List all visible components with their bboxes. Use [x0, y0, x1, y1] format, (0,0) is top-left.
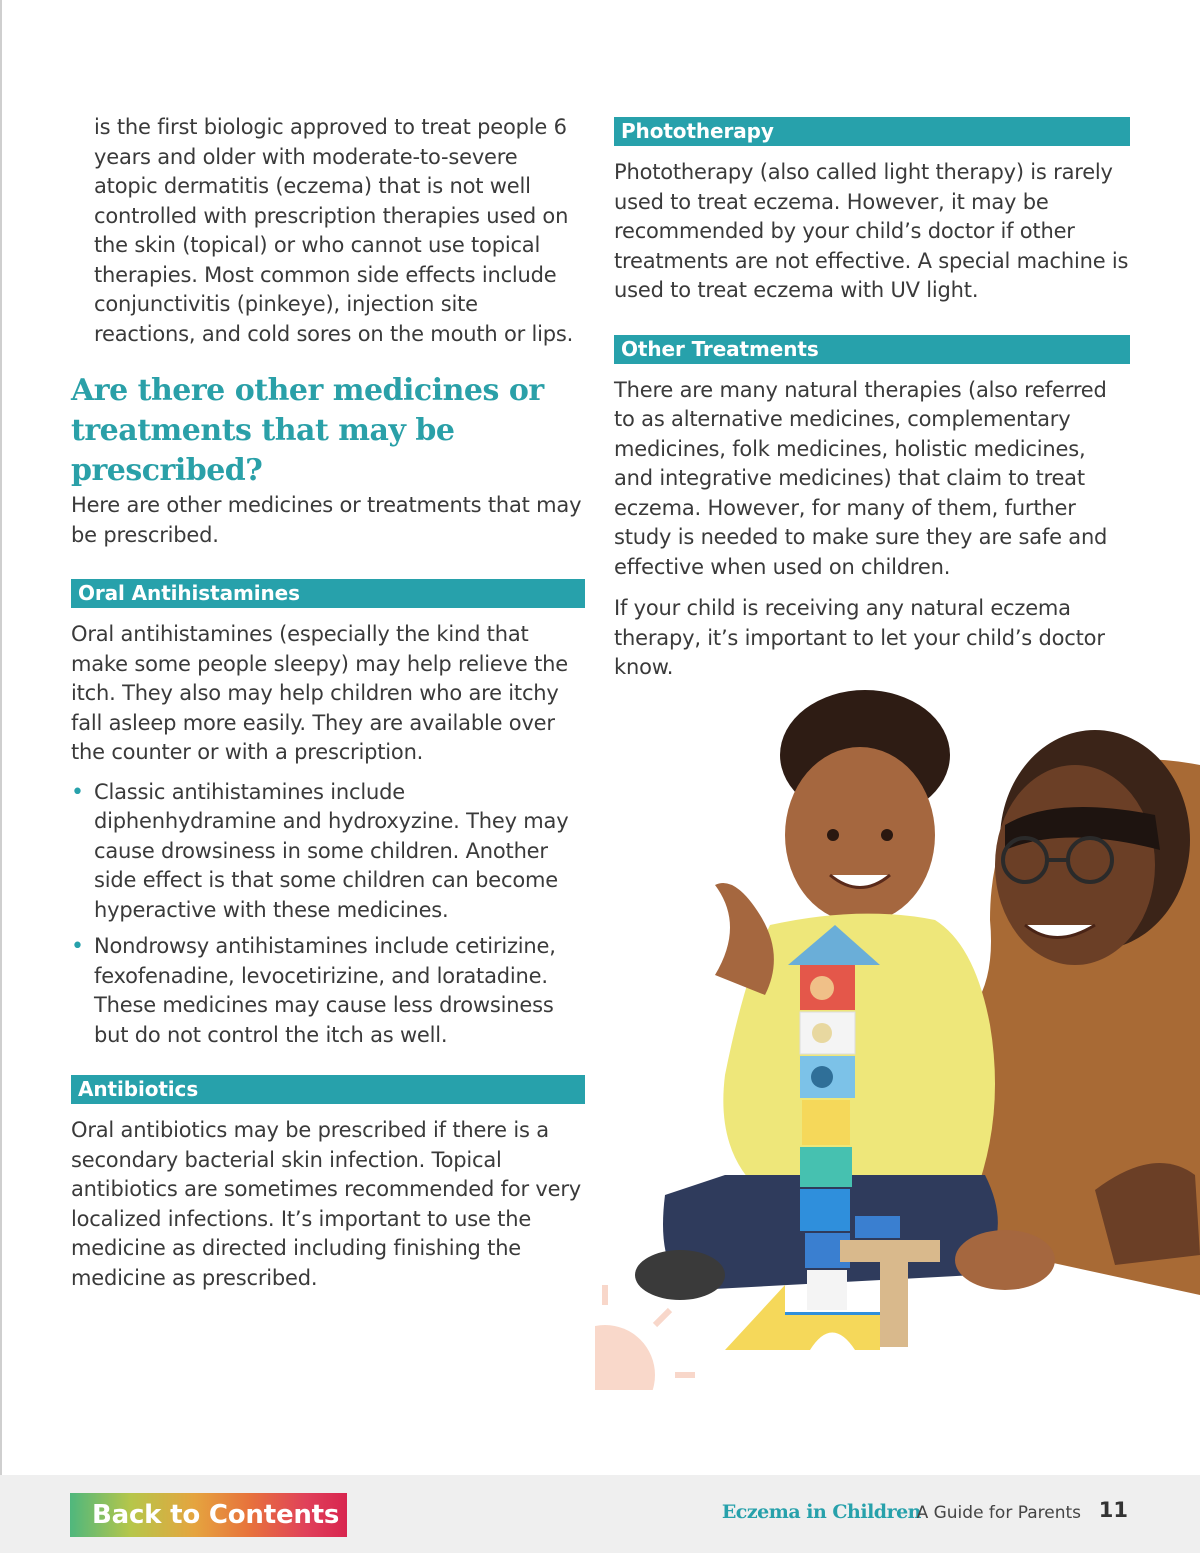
footer	[0, 1475, 1200, 1553]
left-column	[71, 113, 585, 1293]
antibiotics-header: Antibiotics	[71, 1075, 585, 1104]
antihistamine-list	[71, 778, 585, 1051]
list-item	[71, 778, 585, 926]
list-item	[71, 932, 585, 1050]
section-heading: Are there other medicines or treatments that may be prescribed?	[71, 373, 544, 488]
other-treatments-header: Other Treatments	[614, 335, 1130, 364]
sun-icon	[595, 1285, 695, 1390]
publication-title: Eczema in Children	[721, 1501, 921, 1523]
oral-antihistamines-body: Oral antihistamines (especially the kind that make some people sleepy) may help relieve the itch. They also may help children who are itchy fall asleep more easily. They are available over the counter or with a prescription.	[71, 622, 568, 764]
other-treatments-note: If your child is receiving any natural eczema therapy, it’s important to let your child’s doctor know.	[614, 596, 1105, 679]
bullet-dot-icon: •	[71, 779, 84, 805]
list-item-text: Nondrowsy antihistamines include cetirizine, fexofenadine, levocetirizine, and loratadine. These medicines may cause less drowsiness but do not control the itch as well.	[94, 934, 556, 1047]
page-number: 11	[1098, 1498, 1128, 1522]
right-column	[614, 117, 1130, 683]
page-edge-line	[0, 0, 2, 1475]
list-item-text: Classic antihistamines include diphenhydramine and hydroxyzine. They may cause drowsiness in some children. Another side effect is that some children can become hyperactive with these medicines.	[94, 779, 569, 922]
publication-subtitle: A Guide for Parents	[916, 1503, 1081, 1523]
oral-antihistamines-header: Oral Antihistamines	[71, 579, 585, 608]
other-treatments-body: There are many natural therapies (also referred to as alternative medicines, complementary medicines, folk medicines, holistic medicines, and integrative medicines) that claim to treat eczema. However, for many of them, further study is needed to make sure they are safe and effective when used on children.	[614, 377, 1108, 579]
antibiotics-body: Oral antibiotics may be prescribed if there is a secondary bacterial skin infection. Topical antibiotics are sometimes recommended for very localized infections. It’s important to use the medicine as directed including finishing the medicine as prescribed.	[71, 1118, 581, 1290]
phototherapy-header: Phototherapy	[614, 117, 1130, 146]
section-intro: Here are other medicines or treatments that may be prescribed.	[71, 493, 582, 547]
back-to-contents-button[interactable]: Back to Contents	[70, 1493, 347, 1537]
biologic-description: is the first biologic approved to treat people 6 years and older with moderate-to-severe atopic dermatitis (eczema) that is not well controlled with prescription therapies used on the skin (topical) or who cannot use topical therapies. Most common side effects include conjunctivitis (pinkeye), injection site reactions, and cold sores on the mouth or lips.	[94, 115, 574, 346]
phototherapy-body: Phototherapy (also called light therapy) is rarely used to treat eczema. However, it may be recommended by your child’s doctor if other treatments are not effective. A special machine is used to treat eczema with UV light.	[614, 160, 1129, 302]
child-father-photo	[595, 675, 1200, 1390]
bullet-dot-icon: •	[71, 934, 84, 959]
